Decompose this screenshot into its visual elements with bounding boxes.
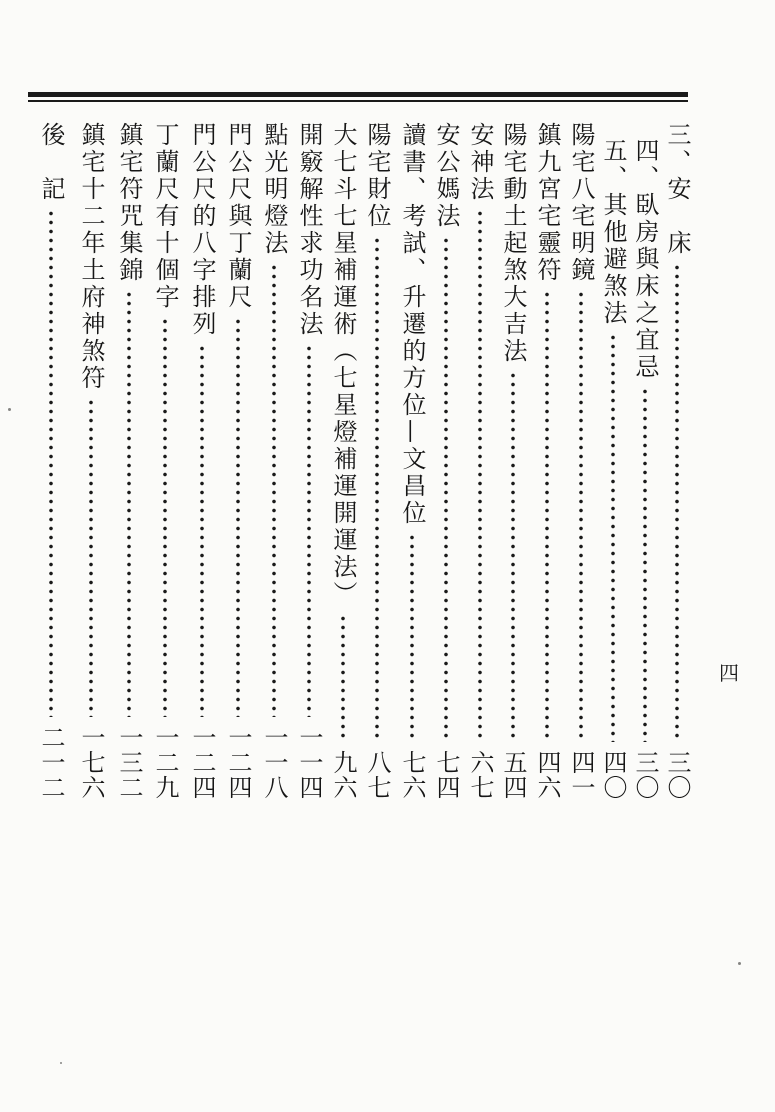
toc-entry — [114, 122, 144, 800]
dot-leader — [477, 209, 483, 742]
toc-entry — [598, 138, 628, 800]
dot-leader — [235, 317, 241, 717]
page-number: 四 — [719, 661, 739, 685]
toc-entry-page: 九六 — [329, 750, 357, 800]
toc-entry — [150, 122, 180, 800]
toc-entry-page: 一一四 — [295, 725, 323, 800]
dot-leader — [199, 344, 205, 717]
toc-entry-title: 陽宅八宅明鏡 — [567, 122, 595, 284]
dot-leader — [306, 344, 312, 717]
toc-entry-page: 七四 — [432, 750, 460, 800]
toc-entry-title: 大七斗七星補運術（七星燈補運開運法） — [329, 122, 357, 608]
dot-leader — [271, 263, 277, 717]
toc-entry-page: 五四 — [499, 750, 527, 800]
toc-entry-page: 六七 — [466, 750, 494, 800]
scan-speck — [738, 962, 741, 965]
dot-leader — [126, 290, 132, 717]
toc-entry — [328, 122, 358, 800]
toc-entry-title: 陽宅財位 — [363, 122, 391, 230]
toc-entry-title: 安公媽法 — [432, 122, 460, 230]
dot-leader — [578, 290, 584, 742]
dot-leader — [340, 614, 346, 742]
toc-entry-page: 一二四 — [224, 725, 252, 800]
toc-entry-title: 讀書、考試、升遷的方位—文昌位 — [398, 122, 426, 527]
toc-entry-title: 後 記 — [37, 122, 65, 203]
toc-entry — [566, 122, 596, 800]
toc-entry-page: 八七 — [363, 750, 391, 800]
dot-leader — [88, 398, 94, 717]
toc-entry — [294, 122, 324, 800]
scan-speck — [60, 1062, 62, 1064]
toc-entry — [431, 122, 461, 800]
toc-entry-title: 三、安 床 — [663, 122, 691, 257]
toc-entry-page: 一二九 — [151, 725, 179, 800]
dot-leader — [544, 290, 550, 742]
toc-entry-title: 開竅解性求功名法 — [295, 122, 323, 338]
dot-leader — [374, 236, 380, 742]
toc-entry — [498, 122, 528, 800]
toc-entry — [223, 122, 253, 800]
toc-entry — [76, 122, 106, 800]
toc-entry — [36, 122, 66, 800]
toc-entry-title: 陽宅動土起煞大吉法 — [499, 122, 527, 365]
toc-entry — [259, 122, 289, 800]
toc-entry-page: 四〇 — [599, 750, 627, 800]
toc-entry — [630, 138, 660, 800]
toc-entry-title: 鎮九宮宅靈符 — [533, 122, 561, 284]
toc-entry-title: 鎮宅十二年土府神煞符 — [77, 122, 105, 392]
toc-entry-title: 門公尺與丁蘭尺 — [224, 122, 252, 311]
dot-leader — [48, 209, 54, 717]
toc-entry — [397, 122, 427, 800]
toc-entry-title: 門公尺的八字排列 — [188, 122, 216, 338]
dot-leader — [510, 371, 516, 742]
toc-entry-page: 三〇 — [631, 750, 659, 800]
dot-leader — [674, 263, 680, 742]
toc-entry-title: 安神法 — [466, 122, 494, 203]
toc-entry-page: 七六 — [398, 750, 426, 800]
toc-entry-page: 一一八 — [260, 725, 288, 800]
dot-leader — [443, 236, 449, 742]
scan-speck — [8, 408, 11, 411]
toc-entry-title: 五、其他避煞法 — [599, 138, 627, 327]
toc-entry-page: 四一 — [567, 750, 595, 800]
dot-leader — [610, 333, 616, 742]
toc-entry-title: 點光明燈法 — [260, 122, 288, 257]
toc-entry-title: 鎮宅符咒集錦 — [115, 122, 143, 284]
toc-entry — [532, 122, 562, 800]
toc-entry-page: 二一二 — [37, 725, 65, 800]
toc-entry — [465, 122, 495, 800]
toc-entry-title: 丁蘭尺有十個字 — [151, 122, 179, 311]
toc-entry — [662, 122, 692, 800]
dot-leader — [642, 387, 648, 742]
toc-entry — [362, 122, 392, 800]
toc-entry-page: 一三二 — [115, 725, 143, 800]
toc-entry-page: 四六 — [533, 750, 561, 800]
toc-entry-page: 一七六 — [77, 725, 105, 800]
toc-entry-title: 四、臥房與床之宜忌 — [631, 138, 659, 381]
dot-leader — [162, 317, 168, 717]
toc-entry — [187, 122, 217, 800]
toc-entry-page: 三〇 — [663, 750, 691, 800]
dot-leader — [409, 533, 415, 742]
toc-entry-page: 一二四 — [188, 725, 216, 800]
